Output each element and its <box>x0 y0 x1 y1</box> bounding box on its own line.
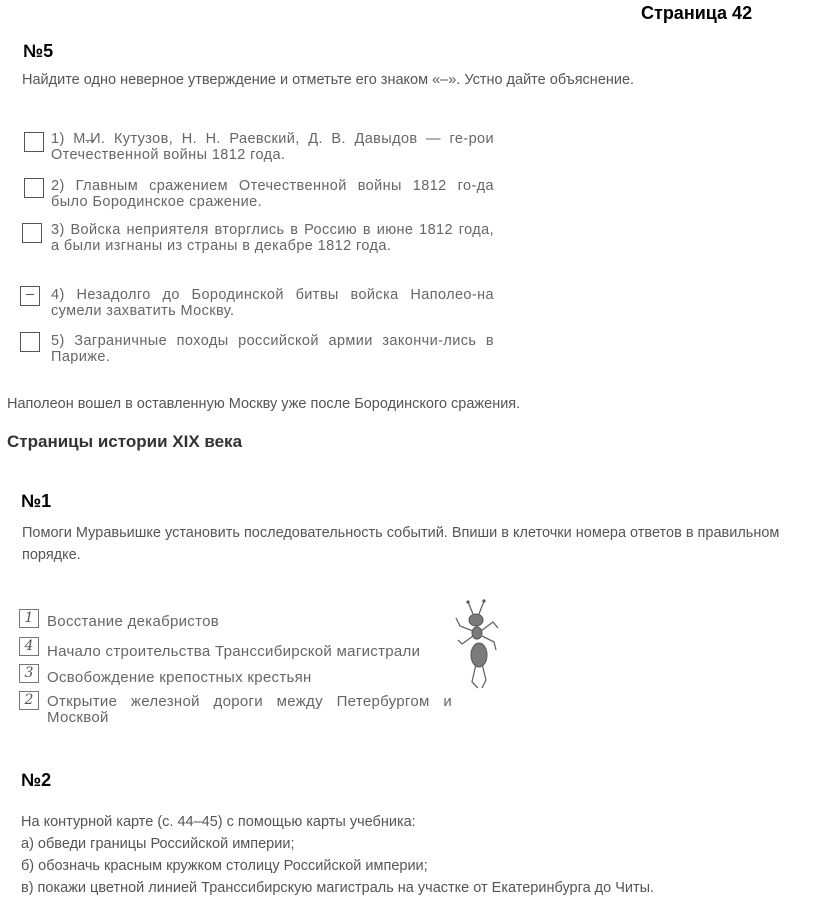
statement-2-text: 2) Главным сражением Отечественной войны 1812 го-да было Бородинское сражение. <box>51 178 494 210</box>
event-2-text: Начало строительства Транссибирской магистрали <box>47 643 421 660</box>
event-2-box[interactable]: 4 <box>19 637 39 656</box>
statement-4-mark: – <box>26 285 34 301</box>
event-4-box[interactable]: 2 <box>19 691 39 710</box>
page-number: Страница 42 <box>641 3 753 23</box>
statement-4-checkbox[interactable] <box>20 286 40 306</box>
event-1-box[interactable]: 1 <box>19 609 39 628</box>
statement-4-text: 4) Незадолго до Бородинской битвы войска Наполео-на сумели захватить Москву. <box>51 287 494 319</box>
task-2-number: №2 <box>21 770 52 790</box>
statement-5-checkbox[interactable] <box>20 332 40 352</box>
task-5-answer: Наполеон вошел в оставленную Москву уже после Бородинского сражения. <box>7 396 521 412</box>
statement-2-checkbox[interactable] <box>24 178 44 198</box>
task-2-line-2: а) обведи границы Российской империи; <box>21 836 295 852</box>
statement-3-checkbox[interactable] <box>22 223 42 243</box>
event-4-text: Открытие железной дороги между Петербургом и Москвой <box>47 693 452 726</box>
statement-1-text: 1) М.̶И. Кутузов, Н. Н. Раевский, Д. В. Давыдов — ге-рои Отечественной войны 1812 года. <box>51 131 494 163</box>
task-1-number: №1 <box>21 491 52 511</box>
statement-3-text: 3) Войска неприятеля вторглись в Россию в июне 1812 года, а были изгнаны из страны в декабре 1812 года. <box>51 222 494 254</box>
event-3-text: Освобождение крепостных крестьян <box>47 669 312 686</box>
task-5-number: №5 <box>23 41 54 61</box>
task-2-line-3: б) обозначь красным кружком столицу Российской империи; <box>21 858 428 874</box>
task-5-instruction: Найдите одно неверное утверждение и отметьте его знаком «–». Устно дайте объяснение. <box>22 72 635 88</box>
task-2-line-4: в) покажи цветной линией Транссибирскую магистраль на участке от Екатеринбурга до Читы. <box>21 880 655 896</box>
task-2-line-1: На контурной карте (с. 44–45) с помощью карты учебника: <box>21 814 416 830</box>
event-1-text: Восстание декабристов <box>47 613 220 630</box>
statement-5-text: 5) Заграничные походы российской армии закончи-лись в Париже. <box>51 333 494 365</box>
statement-1-checkbox[interactable] <box>24 132 44 152</box>
ant-illustration-icon <box>448 598 506 692</box>
task-1-instruction: Помоги Муравьишке установить последовательность событий. Впиши в клеточки номера ответов в правильном порядке. <box>22 525 780 563</box>
section-title: Страницы истории XIX века <box>7 432 243 451</box>
event-3-box[interactable]: 3 <box>19 664 39 683</box>
